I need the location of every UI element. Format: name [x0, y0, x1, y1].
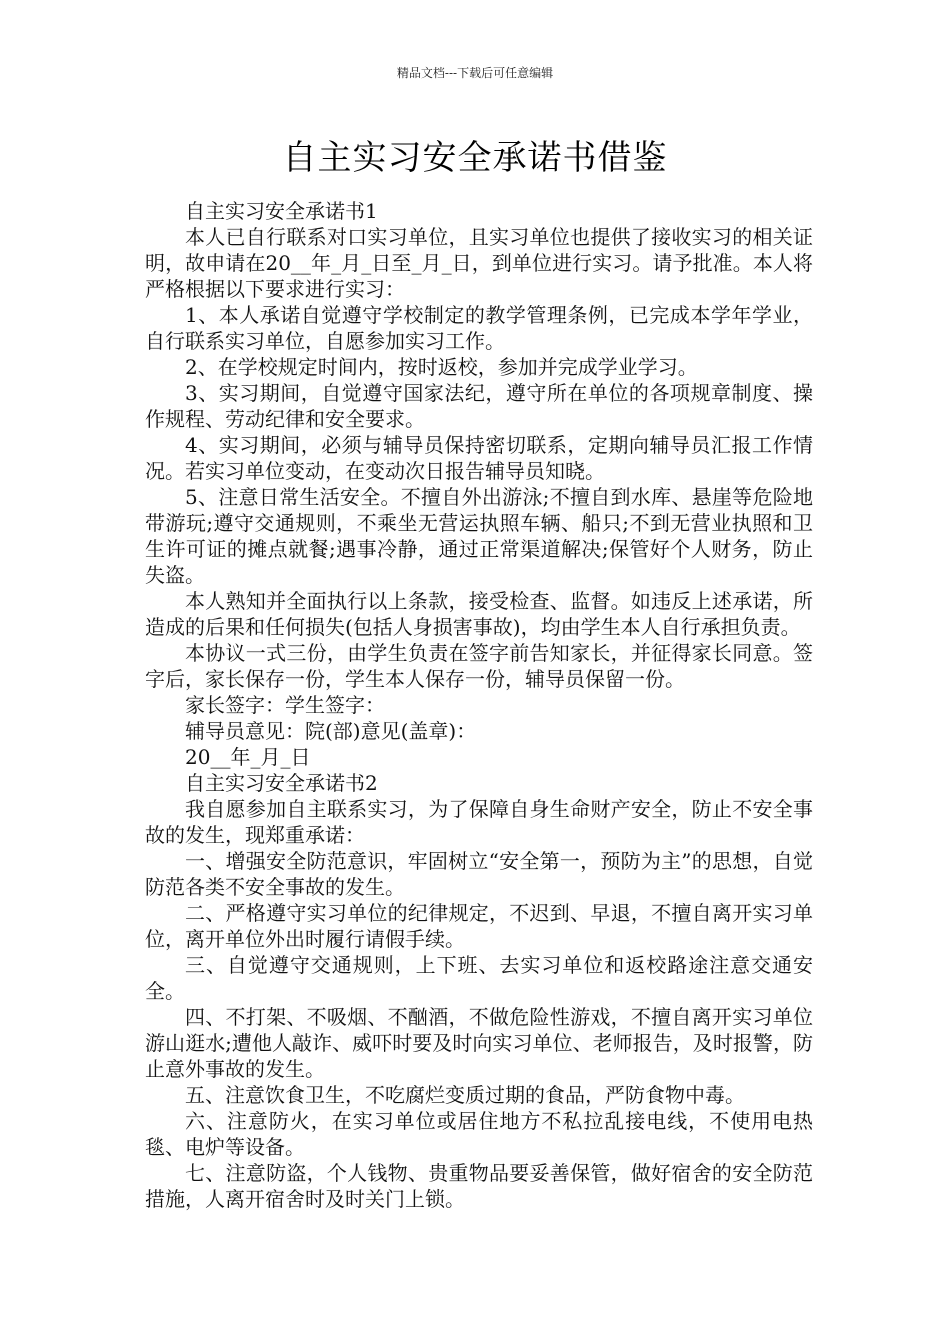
paragraph: 本人熟知并全面执行以上条款，接受检查、监督。如违反上述承诺，所造成的后果和任何损失(包括人身损害事故)，均由学生本人自行承担负责。	[145, 589, 813, 639]
paragraph: 一、增强安全防范意识，牢固树立“安全第一，预防为主”的思想，自觉防范各类不安全事故的发生。	[145, 849, 813, 899]
document-title: 自主实习安全承诺书借鉴	[282, 138, 668, 178]
document-body	[145, 198, 813, 1212]
paragraph: 2、在学校规定时间内，按时返校，参加并完成学业学习。	[185, 355, 698, 379]
paragraph: 四、不打架、不吸烟、不酗酒，不做危险性游戏，不擅自离开实习单位游山逛水;遭他人敲诈、威吓时要及时向实习单位、老师报告，及时报警，防止意外事故的发生。	[145, 1005, 813, 1081]
paragraph: 我自愿参加自主联系实习，为了保障自身生命财产安全，防止不安全事故的发生，现郑重承诺：	[145, 797, 813, 847]
signature-line: 家长签字：学生签字：	[185, 693, 385, 717]
paragraph: 本协议一式三份，由学生负责在签字前告知家长，并征得家长同意。签字后，家长保存一份，学生本人保存一份，辅导员保留一份。	[145, 641, 813, 691]
paragraph: 5、注意日常生活安全。不擅自外出游泳;不擅自到水库、悬崖等危险地带游玩;遵守交通规则，不乘坐无营运执照车辆、船只;不到无营业执照和卫生许可证的摊点就餐;遇事冷静，通过正常渠道解决;保管好个人财务，防止失盗。	[145, 485, 813, 587]
page-header: 精品文档---下载后可任意编辑	[396, 66, 554, 80]
paragraph: 1、本人承诺自觉遵守学校制定的教学管理条例，已完成本学年学业，自行联系实习单位，自愿参加实习工作。	[145, 303, 813, 353]
section-heading-1: 自主实习安全承诺书1	[185, 199, 378, 223]
paragraph: 七、注意防盗，个人钱物、贵重物品要妥善保管，做好宿舍的安全防范措施，人离开宿舍时及时关门上锁。	[145, 1161, 813, 1211]
paragraph: 3、实习期间，自觉遵守国家法纪，遵守所在单位的各项规章制度、操作规程、劳动纪律和安全要求。	[145, 381, 813, 431]
paragraph: 本人已自行联系对口实习单位，且实习单位也提供了接收实习的相关证明，故申请在20__年_月_日至_月_日，到单位进行实习。请予批准。本人将严格根据以下要求进行实习：	[145, 225, 813, 301]
paragraph: 五、注意饮食卫生，不吃腐烂变质过期的食品，严防食物中毒。	[185, 1083, 745, 1107]
paragraph: 4、实习期间，必须与辅导员保持密切联系，定期向辅导员汇报工作情况。若实习单位变动，在变动次日报告辅导员知晓。	[145, 433, 813, 483]
opinion-line: 辅导员意见：院(部)意见(盖章)：	[185, 719, 477, 743]
section-heading-2: 自主实习安全承诺书2	[185, 771, 378, 795]
paragraph: 三、自觉遵守交通规则，上下班、去实习单位和返校路途注意交通安全。	[145, 953, 813, 1003]
paragraph: 二、严格遵守实习单位的纪律规定，不迟到、早退，不擅自离开实习单位，离开单位外出时履行请假手续。	[145, 901, 813, 951]
date-line: 20__年_月_日	[185, 745, 311, 769]
paragraph: 六、注意防火，在实习单位或居住地方不私拉乱接电线，不使用电热毯、电炉等设备。	[145, 1109, 813, 1159]
